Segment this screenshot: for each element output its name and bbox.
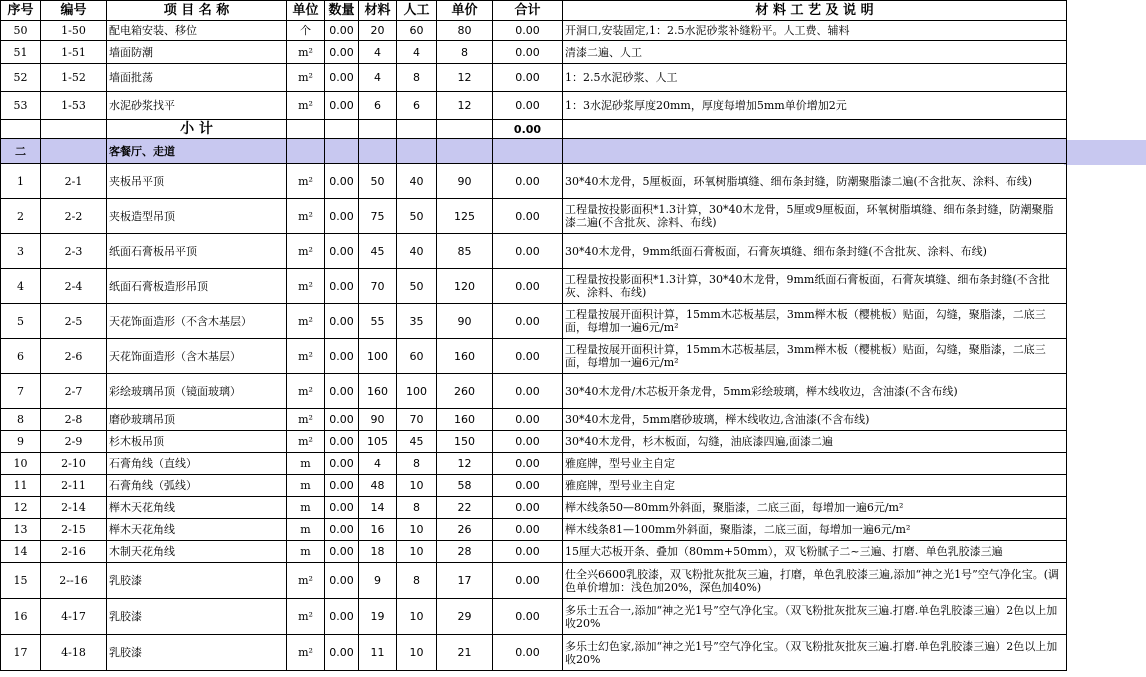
cell-mat[interactable]: 20 [359,21,397,41]
cell-labor[interactable]: 8 [397,453,437,475]
cell-unit[interactable]: m² [287,41,325,64]
cell-labor[interactable]: 8 [397,563,437,599]
cell-code[interactable]: 2-6 [41,339,107,374]
cell-no[interactable]: 51 [1,41,41,64]
cell-price[interactable]: 29 [437,599,493,635]
cell-no[interactable]: 4 [1,269,41,304]
cell-name[interactable]: 天花饰面造形（不含木基层） [107,304,287,339]
table-row [1,409,1067,431]
cell-price[interactable]: 85 [437,234,493,269]
cell-unit[interactable]: m [287,475,325,497]
cell-name[interactable]: 石膏角线（弧线） [107,475,287,497]
header-desc[interactable]: 材 料 工 艺 及 说 明 [563,1,1067,21]
cell-unit[interactable]: m [287,541,325,563]
cell-mat[interactable]: 75 [359,199,397,234]
cell-code[interactable]: 2-11 [41,475,107,497]
cell-labor[interactable]: 40 [397,234,437,269]
empty-cell[interactable] [493,139,563,164]
cell-code[interactable]: 2-10 [41,453,107,475]
cell-mat[interactable]: 90 [359,409,397,431]
cell-labor[interactable]: 4 [397,41,437,64]
cell-qty[interactable]: 0.00 [325,409,359,431]
empty-cell[interactable] [359,139,397,164]
cell-qty[interactable]: 0.00 [325,199,359,234]
cell-qty[interactable]: 0.00 [325,21,359,41]
cell-desc[interactable]: 工程量按投影面积*1.3计算，30*40木龙骨，9mm纸面石膏板面，石膏灰填缝、细布条封缝(不含批灰、涂料、布线) [563,269,1067,304]
cell-qty[interactable]: 0.00 [325,41,359,64]
cell-name[interactable]: 木制天花角线 [107,541,287,563]
header-unit[interactable]: 单位 [287,1,325,21]
empty-cell[interactable] [287,120,325,139]
cell-no[interactable]: 16 [1,599,41,635]
cell-qty[interactable]: 0.00 [325,92,359,120]
table-row [1,519,1067,541]
cell-price[interactable]: 28 [437,541,493,563]
cell-labor[interactable]: 10 [397,475,437,497]
cell-no[interactable]: 13 [1,519,41,541]
table-row [1,374,1067,409]
empty-cell[interactable] [397,120,437,139]
cell-no[interactable]: 5 [1,304,41,339]
cell-desc[interactable]: 雅庭牌，型号业主自定 [563,453,1067,475]
cell-mat[interactable]: 160 [359,374,397,409]
cell-name[interactable]: 榉木天花角线 [107,519,287,541]
cell-total[interactable]: 0.00 [493,199,563,234]
cell-total[interactable]: 0.00 [493,339,563,374]
cell-mat[interactable]: 55 [359,304,397,339]
cell-mat[interactable]: 48 [359,475,397,497]
cell-total[interactable]: 0.00 [493,41,563,64]
cell-qty[interactable]: 0.00 [325,269,359,304]
cell-code[interactable]: 2-14 [41,497,107,519]
cell-unit[interactable]: m [287,497,325,519]
cell-desc[interactable]: 工程量按投影面积*1.3计算，30*40木龙骨，5厘或9厘板面，环氧树脂填缝、细布条封缝，防潮聚脂漆二遍(不含批灰、涂料、布线) [563,199,1067,234]
cell-no[interactable]: 2 [1,199,41,234]
cell-desc[interactable]: 雅庭牌，型号业主自定 [563,475,1067,497]
table-row [1,497,1067,519]
cell-name[interactable]: 墙面防潮 [107,41,287,64]
cell-name[interactable]: 乳胶漆 [107,563,287,599]
header-no[interactable]: 序号 [1,1,41,21]
cell-labor[interactable]: 35 [397,304,437,339]
cell-name[interactable]: 榉木天花角线 [107,497,287,519]
cell-unit[interactable]: m² [287,599,325,635]
cell-mat[interactable]: 19 [359,599,397,635]
cell-no[interactable]: 50 [1,21,41,41]
cell-price[interactable]: 12 [437,92,493,120]
cell-total[interactable]: 0.00 [493,234,563,269]
cell-qty[interactable]: 0.00 [325,519,359,541]
cell-price[interactable]: 90 [437,304,493,339]
cell-mat[interactable]: 4 [359,453,397,475]
cell-unit[interactable]: 个 [287,21,325,41]
cell-unit[interactable]: m² [287,304,325,339]
table-row [1,431,1067,453]
table-row [1,64,1067,92]
cell-mat[interactable]: 14 [359,497,397,519]
cell-code[interactable]: 4-18 [41,635,107,671]
cell-labor[interactable]: 50 [397,199,437,234]
cell-unit[interactable]: m² [287,409,325,431]
section-row [1,139,1067,164]
cell-mat[interactable]: 4 [359,41,397,64]
cell-desc[interactable]: 仕全兴6600乳胶漆，双飞粉批灰批灰三遍，打磨，单色乳胶漆三遍,添加“神之光1号”空气净化宝。(调色单价增加：浅色加20%，深色加40%) [563,563,1067,599]
cell-price[interactable]: 21 [437,635,493,671]
cell-total[interactable]: 0.00 [493,374,563,409]
cell-total[interactable]: 0.00 [493,21,563,41]
cell-qty[interactable]: 0.00 [325,64,359,92]
cell-code[interactable]: 2-15 [41,519,107,541]
cell-desc[interactable]: 清漆二遍、人工 [563,41,1067,64]
empty-cell[interactable] [41,139,107,164]
cell-name[interactable]: 夹板吊平顶 [107,164,287,199]
cell-code[interactable]: 2-5 [41,304,107,339]
cell-desc[interactable]: 1：3水泥砂浆厚度20mm，厚度每增加5mm单价增加2元 [563,92,1067,120]
cell-price[interactable]: 160 [437,339,493,374]
cell-no[interactable]: 15 [1,563,41,599]
cell-labor[interactable]: 50 [397,269,437,304]
cell-code[interactable]: 1-51 [41,41,107,64]
cell-total[interactable]: 0.00 [493,409,563,431]
cell-unit[interactable]: m² [287,92,325,120]
cell-desc[interactable]: 工程量按展开面积计算，15mm木芯板基层，3mm榉木板（樱桃板）贴面，勾缝，聚脂漆，二底三面，每增加一遍6元/m² [563,339,1067,374]
cell-unit[interactable]: m² [287,635,325,671]
cell-qty[interactable]: 0.00 [325,339,359,374]
table-row [1,563,1067,599]
subtotal-total[interactable]: 0.00 [493,120,563,139]
cell-total[interactable]: 0.00 [493,164,563,199]
header-price[interactable]: 单价 [437,1,493,21]
empty-cell[interactable] [563,120,1067,139]
cell-code[interactable]: 1-52 [41,64,107,92]
empty-cell[interactable] [1,120,41,139]
cell-price[interactable]: 125 [437,199,493,234]
cell-total[interactable]: 0.00 [493,269,563,304]
cell-unit[interactable]: m² [287,199,325,234]
cell-total[interactable]: 0.00 [493,92,563,120]
cell-desc[interactable]: 30*40木龙骨，9mm纸面石膏板面，石膏灰填缝、细布条封缝(不含批灰、涂料、布线) [563,234,1067,269]
cell-desc[interactable]: 30*40木龙骨/木芯板开条龙骨，5mm彩绘玻璃，榉木线收边，含油漆(不含布线) [563,374,1067,409]
table-body [1,21,1067,671]
cell-price[interactable]: 12 [437,453,493,475]
cell-name[interactable]: 夹板造型吊顶 [107,199,287,234]
cell-no[interactable]: 1 [1,164,41,199]
cell-labor[interactable]: 60 [397,339,437,374]
cell-total[interactable]: 0.00 [493,519,563,541]
cell-total[interactable]: 0.00 [493,497,563,519]
header-total[interactable]: 合计 [493,1,563,21]
cell-code[interactable]: 2-9 [41,431,107,453]
cell-qty[interactable]: 0.00 [325,475,359,497]
table-row [1,453,1067,475]
cell-no[interactable]: 9 [1,431,41,453]
cell-qty[interactable]: 0.00 [325,635,359,671]
table-row [1,269,1067,304]
cell-price[interactable]: 90 [437,164,493,199]
cell-labor[interactable]: 40 [397,164,437,199]
cell-labor[interactable]: 6 [397,92,437,120]
cell-price[interactable]: 8 [437,41,493,64]
empty-cell[interactable] [437,120,493,139]
cell-price[interactable]: 120 [437,269,493,304]
cell-desc[interactable]: 榉木线条81—100mm外斜面，聚脂漆，二底三面，每增加一遍6元/m² [563,519,1067,541]
cell-qty[interactable]: 0.00 [325,599,359,635]
cell-total[interactable]: 0.00 [493,635,563,671]
cell-no[interactable]: 6 [1,339,41,374]
table-row [1,164,1067,199]
subtotal-label[interactable]: 小 计 [107,120,287,139]
cell-mat[interactable]: 4 [359,64,397,92]
cell-no[interactable]: 53 [1,92,41,120]
header-labor[interactable]: 人工 [397,1,437,21]
cell-total[interactable]: 0.00 [493,431,563,453]
cell-total[interactable]: 0.00 [493,563,563,599]
cell-total[interactable]: 0.00 [493,599,563,635]
cell-mat[interactable]: 6 [359,92,397,120]
cell-code[interactable]: 2--16 [41,563,107,599]
empty-cell[interactable] [359,120,397,139]
empty-cell[interactable] [325,139,359,164]
cell-code[interactable]: 2-4 [41,269,107,304]
table-row [1,599,1067,635]
cell-labor[interactable]: 10 [397,541,437,563]
selection-highlight [1064,140,1146,165]
cell-price[interactable]: 160 [437,409,493,431]
cell-qty[interactable]: 0.00 [325,374,359,409]
cell-name[interactable]: 乳胶漆 [107,635,287,671]
cell-desc[interactable]: 多乐士五合一,添加“神之光1号”空气净化宝。（双飞粉批灰批灰三遍.打磨.单色乳胶漆三遍）2色以上加收20% [563,599,1067,635]
cell-price[interactable]: 12 [437,64,493,92]
cell-mat[interactable]: 105 [359,431,397,453]
cell-qty[interactable]: 0.00 [325,164,359,199]
cell-name[interactable]: 水泥砂浆找平 [107,92,287,120]
cell-unit[interactable]: m² [287,64,325,92]
cell-price[interactable]: 22 [437,497,493,519]
cell-unit[interactable]: m² [287,164,325,199]
cell-code[interactable]: 2-1 [41,164,107,199]
cell-qty[interactable]: 0.00 [325,497,359,519]
header-code[interactable]: 编号 [41,1,107,21]
cell-name[interactable]: 磨砂玻璃吊顶 [107,409,287,431]
cell-name[interactable]: 彩绘玻璃吊顶（镜面玻璃） [107,374,287,409]
cell-mat[interactable]: 18 [359,541,397,563]
cell-total[interactable]: 0.00 [493,64,563,92]
cell-code[interactable]: 1-53 [41,92,107,120]
cell-unit[interactable]: m² [287,431,325,453]
cell-price[interactable]: 150 [437,431,493,453]
cell-total[interactable]: 0.00 [493,541,563,563]
cell-labor[interactable]: 10 [397,519,437,541]
cell-qty[interactable]: 0.00 [325,563,359,599]
cell-labor[interactable]: 100 [397,374,437,409]
cell-name[interactable]: 配电箱安装、移位 [107,21,287,41]
cell-name[interactable]: 杉木板吊顶 [107,431,287,453]
cell-price[interactable]: 17 [437,563,493,599]
empty-cell[interactable] [397,139,437,164]
header-qty[interactable]: 数量 [325,1,359,21]
cell-name[interactable]: 石膏角线（直线） [107,453,287,475]
cell-name[interactable]: 纸面石膏板吊平顶 [107,234,287,269]
cell-mat[interactable]: 45 [359,234,397,269]
empty-cell[interactable] [325,120,359,139]
table-row [1,92,1067,120]
cell-no[interactable]: 8 [1,409,41,431]
cell-mat[interactable]: 9 [359,563,397,599]
cell-desc[interactable]: 工程量按展开面积计算，15mm木芯板基层，3mm榉木板（樱桃板）贴面，勾缝，聚脂漆，二底三面，每增加一遍6元/m² [563,304,1067,339]
cell-unit[interactable]: m [287,519,325,541]
table-row [1,339,1067,374]
cell-labor[interactable]: 8 [397,497,437,519]
table-row [1,21,1067,41]
cell-code[interactable]: 2-16 [41,541,107,563]
cell-qty[interactable]: 0.00 [325,541,359,563]
cell-code[interactable]: 1-50 [41,21,107,41]
cell-desc[interactable]: 开洞口,安装固定,1：2.5水泥砂浆补缝粉平。人工费、辅料 [563,21,1067,41]
cell-no[interactable]: 3 [1,234,41,269]
cell-mat[interactable]: 50 [359,164,397,199]
table-row [1,199,1067,234]
table-row [1,234,1067,269]
cell-desc[interactable]: 30*40木龙骨，5厘板面，环氧树脂填缝、细布条封缝，防潮聚脂漆二遍(不含批灰、涂料、布线) [563,164,1067,199]
header-name[interactable]: 项 目 名 称 [107,1,287,21]
cell-unit[interactable]: m² [287,339,325,374]
empty-cell[interactable] [41,120,107,139]
cell-code[interactable]: 2-3 [41,234,107,269]
section-no[interactable]: 二 [1,139,41,164]
table-row [1,635,1067,671]
cell-code[interactable]: 4-17 [41,599,107,635]
table-row [1,541,1067,563]
cell-total[interactable]: 0.00 [493,475,563,497]
cell-no[interactable]: 12 [1,497,41,519]
cell-unit[interactable]: m² [287,234,325,269]
cell-price[interactable]: 58 [437,475,493,497]
cell-labor[interactable]: 8 [397,64,437,92]
header-mat[interactable]: 材料 [359,1,397,21]
cell-mat[interactable]: 11 [359,635,397,671]
cell-desc[interactable]: 30*40木龙骨，5mm磨砂玻璃，榉木线收边,含油漆(不含布线) [563,409,1067,431]
table-row [1,304,1067,339]
cell-price[interactable]: 80 [437,21,493,41]
cell-price[interactable]: 260 [437,374,493,409]
cell-labor[interactable]: 45 [397,431,437,453]
cell-desc[interactable]: 1：2.5水泥砂浆、人工 [563,64,1067,92]
cell-name[interactable]: 天花饰面造形（含木基层） [107,339,287,374]
cell-labor[interactable]: 10 [397,635,437,671]
cell-total[interactable]: 0.00 [493,304,563,339]
empty-cell[interactable] [287,139,325,164]
cell-desc[interactable]: 榉木线条50—80mm外斜面，聚脂漆，二底三面，每增加一遍6元/m² [563,497,1067,519]
header-row [1,1,1067,21]
empty-cell[interactable] [563,139,1067,164]
cell-no[interactable]: 11 [1,475,41,497]
cell-code[interactable]: 2-8 [41,409,107,431]
empty-cell[interactable] [437,139,493,164]
cell-qty[interactable]: 0.00 [325,234,359,269]
cell-desc[interactable]: 15厘大芯板开条、叠加（80mm+50mm），双飞粉腻子二~三遍、打磨、单色乳胶漆三遍 [563,541,1067,563]
cell-unit[interactable]: m² [287,269,325,304]
cell-price[interactable]: 26 [437,519,493,541]
cell-no[interactable]: 14 [1,541,41,563]
cell-qty[interactable]: 0.00 [325,431,359,453]
table-row [1,41,1067,64]
cell-no[interactable]: 10 [1,453,41,475]
cell-code[interactable]: 2-7 [41,374,107,409]
cell-name[interactable]: 乳胶漆 [107,599,287,635]
cell-no[interactable]: 17 [1,635,41,671]
cell-no[interactable]: 7 [1,374,41,409]
cell-labor[interactable]: 10 [397,599,437,635]
cell-desc[interactable]: 多乐士幻色家,添加“神之光1号”空气净化宝。（双飞粉批灰批灰三遍.打磨.单色乳胶漆三遍）2色以上加收20% [563,635,1067,671]
cell-mat[interactable]: 16 [359,519,397,541]
cell-total[interactable]: 0.00 [493,453,563,475]
cell-unit[interactable]: m² [287,374,325,409]
cell-name[interactable]: 纸面石膏板造形吊顶 [107,269,287,304]
cell-qty[interactable]: 0.00 [325,304,359,339]
subtotal-row [1,120,1067,139]
cell-qty[interactable]: 0.00 [325,453,359,475]
cell-code[interactable]: 2-2 [41,199,107,234]
cell-mat[interactable]: 70 [359,269,397,304]
cell-labor[interactable]: 70 [397,409,437,431]
cell-no[interactable]: 52 [1,64,41,92]
cell-unit[interactable]: m [287,453,325,475]
cell-labor[interactable]: 60 [397,21,437,41]
cell-desc[interactable]: 30*40木龙骨，杉木板面，勾缝，油底漆四遍,面漆二遍 [563,431,1067,453]
section-title[interactable]: 客餐厅、走道 [107,139,287,164]
cell-mat[interactable]: 100 [359,339,397,374]
cell-unit[interactable]: m² [287,563,325,599]
table-row [1,475,1067,497]
cell-name[interactable]: 墙面批荡 [107,64,287,92]
